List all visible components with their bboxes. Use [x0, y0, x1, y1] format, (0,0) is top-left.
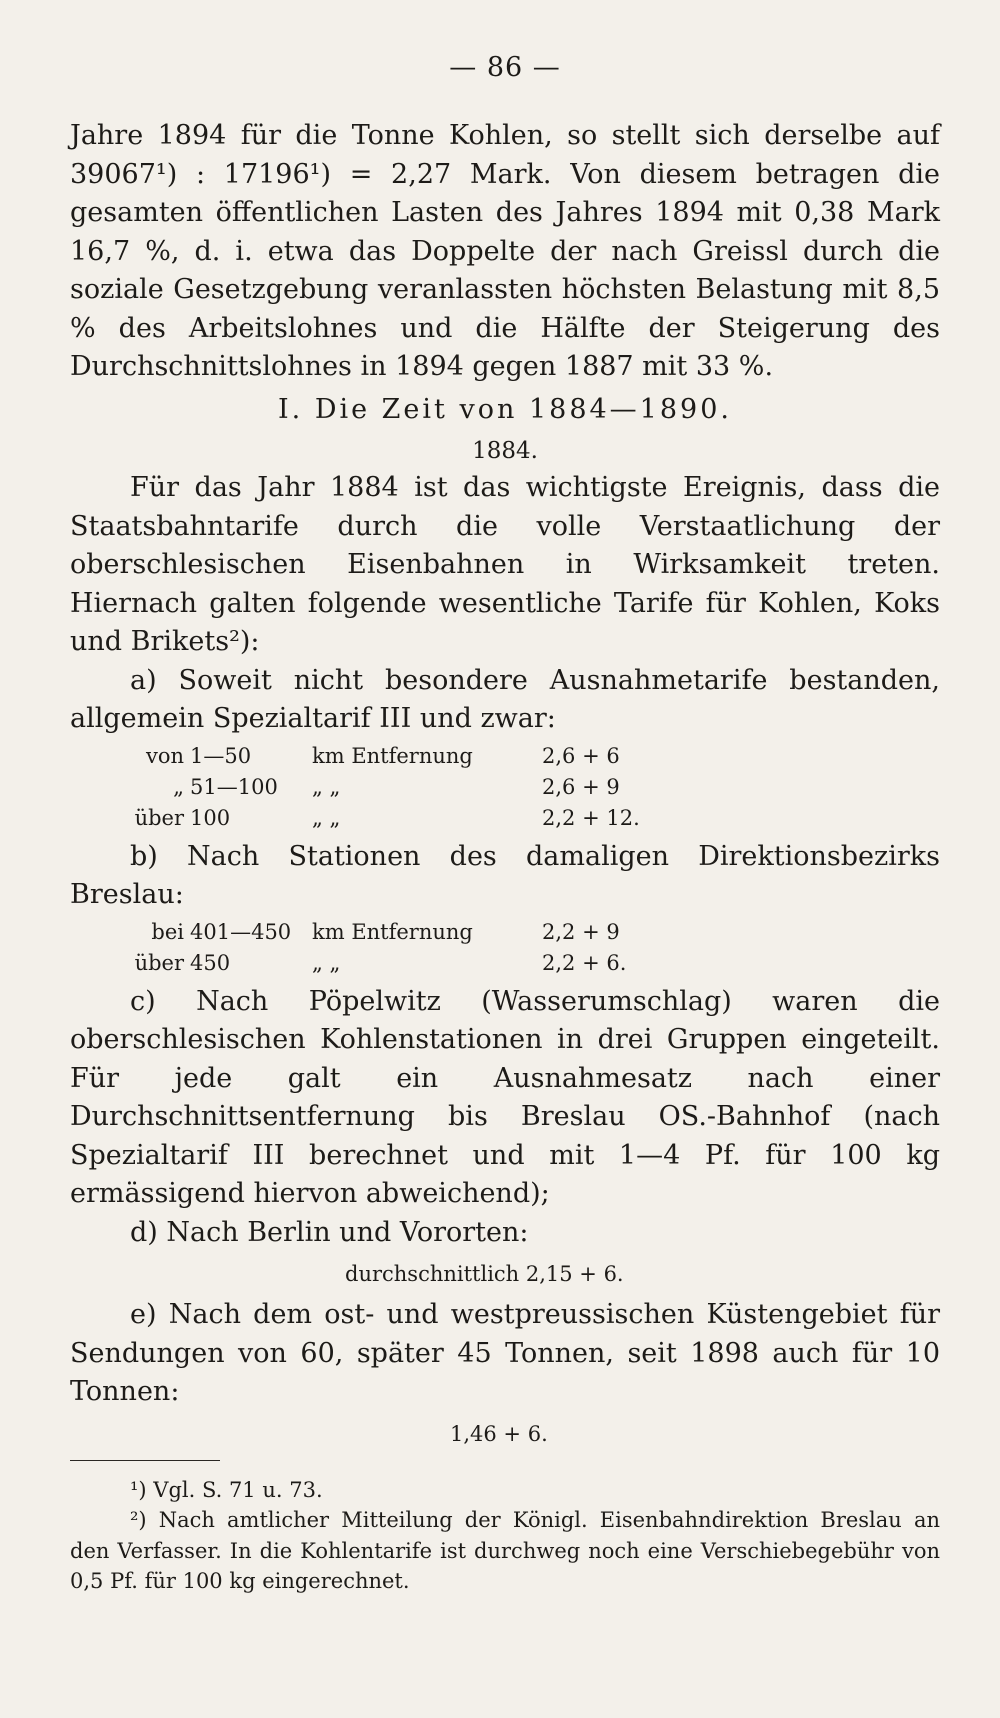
item-d-value: durchschnittlich 2,15 + 6.	[345, 1262, 624, 1286]
tariff-value: 2,2 + 12.	[542, 805, 640, 830]
section-heading: I. Die Zeit von 1884—1890.	[278, 393, 732, 425]
paragraph-1884: Für das Jahr 1884 ist das wichtigste Ereignis, dass die Staatsbahntarife durch die volle Verstaatlichung der oberschlesischen Eisenbahnen in Wirksamkeit treten. Hiernach galten folgende wesentliche Tarife für Kohlen, Koks und Brikets²):	[70, 472, 940, 657]
footnote-rule	[70, 1460, 220, 1461]
tariff-prefix: über	[134, 805, 184, 830]
tariff-label: „ „	[312, 805, 341, 830]
tariff-range: 1—50	[190, 743, 252, 768]
paragraph-continuation: Jahre 1894 für die Tonne Kohlen, so stellt sich derselbe auf 39067¹) : 17196¹) = 2,27 Mark. Von diesem betragen die gesamten öffentlichen Lasten des Jahres 1894 mit 0,38 Mark 16,7 %, d. i. etwa das Doppelte der nach Greissl durch die soziale Gesetzgebung veranlassten höchsten Belastung mit 8,5 % des Arbeitslohnes und die Hälfte der Steigerung des Durchschnittslohnes in 1894 gegen 1887 mit 33 %.	[70, 120, 940, 382]
tariff-row	[70, 803, 940, 834]
tariff-row	[70, 741, 940, 772]
item-e-value: 1,46 + 6.	[450, 1421, 548, 1446]
item-d: d) Nach Berlin und Vororten:	[130, 1216, 529, 1248]
tariff-range: 401—450	[190, 919, 292, 944]
tariff-value: 2,6 + 9	[542, 774, 620, 799]
footnote-2: ²) Nach amtlicher Mitteilung der Königl. Eisenbahndirektion Breslau an den Verfasser. In die Kohlentarife ist durchweg noch eine Verschiebegebühr von 0,5 Pf. für 100 kg eingerechnet.	[70, 1508, 940, 1593]
item-e: e) Nach dem ost- und westpreussischen Küstengebiet für Sendungen von 60, später 45 Tonnen, seit 1898 auch für 10 Tonnen:	[70, 1299, 940, 1407]
item-a: a) Soweit nicht besondere Ausnahmetarife bestanden, allgemein Spezialtarif III und zwar:	[70, 664, 940, 734]
footnote-1: ¹) Vgl. S. 71 u. 73.	[130, 1477, 323, 1502]
tariff-prefix: bei	[151, 919, 184, 944]
tariff-prefix: „	[173, 774, 184, 799]
tariff-value: 2,6 + 6	[542, 743, 620, 768]
tariff-row	[70, 772, 940, 803]
tariff-value: 2,2 + 6.	[542, 950, 627, 975]
tariff-row	[70, 917, 940, 948]
tariff-label: „ „	[312, 950, 341, 975]
tariff-table-a	[70, 741, 940, 834]
year-heading: 1884.	[472, 438, 538, 464]
tariff-table-b	[70, 917, 940, 979]
tariff-label: km Entfernung	[312, 743, 473, 768]
item-b: b) Nach Stationen des damaligen Direktionsbezirks Breslau:	[70, 840, 940, 910]
tariff-range: 450	[190, 950, 231, 975]
tariff-prefix: über	[134, 950, 184, 975]
tariff-row	[70, 948, 940, 979]
page-number: — 86 —	[449, 52, 561, 83]
tariff-range: 100	[190, 805, 231, 830]
tariff-label: km Entfernung	[312, 919, 473, 944]
tariff-value: 2,2 + 9	[542, 919, 620, 944]
tariff-label: „ „	[312, 774, 341, 799]
item-c: c) Nach Pöpelwitz (Wasserumschlag) waren die oberschlesischen Kohlenstationen in drei Gruppen eingeteilt. Für jede galt ein Ausnahmesatz nach einer Durchschnittsentfernung bis Breslau OS.-Bahnhof (nach Spezialtarif III berechnet und mit 1—4 Pf. für 100 kg ermässigend hiervon abweichend);	[70, 985, 940, 1209]
tariff-prefix: von	[145, 743, 184, 768]
tariff-range: 51—100	[190, 774, 278, 799]
